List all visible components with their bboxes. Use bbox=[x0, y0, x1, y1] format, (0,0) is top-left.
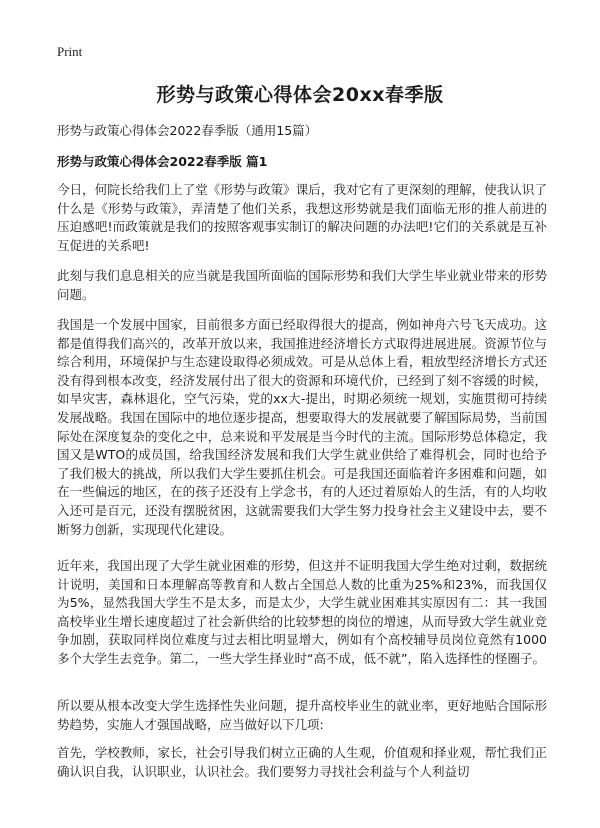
paragraph-4: 近年来，我国出现了大学生就业困难的形势，但这并不证明我国大学生绝对过剩，数据统计说明，美国和日本理解高等教育和人数占全国总人数的比重为25%和23%，而我国仅为5%，显然我国大学生不是太多，而是太少，大学生就业困难其实原因有二：其一我国高校毕业生增长速度超过了社会新供给的比较梦想的岗位的增速，从而导致大学生就业竞争加剧，获取同样岗位难度与过去相比明显增大，例如有个高校辅导员岗位竟然有1000多个大学生去竞争。第二，一些大学生择业时“高不成，低不就”，陷入选择性的怪圈子。 bbox=[57, 558, 547, 666]
paragraph-2: 此刻与我们息息相关的应当就是我国所面临的国际形势和我们大学生毕业就业带来的形势问题。 bbox=[57, 268, 547, 302]
document-title: 形势与政策心得体会20xx春季版 bbox=[156, 84, 444, 106]
paragraph-5: 所以要从根本改变大学生选择性失业问题，提升高校毕业生的就业率，更好地贴合国际形势趋势，实施人才强国战略，应当做好以下几项: bbox=[57, 698, 547, 732]
paragraph-3: 我国是一个发展中国家，目前很多方面已经取得很大的提高，例如神舟六号飞天成功。这都是值得我们高兴的，改革开放以来，我国推进经济增长方式取得进展进展。资源节位与综合利用，环境保护与生态建设取得必须成效。可是从总体上看，粗放型经济增长方式还没有得到根本改变，经济发展付出了很大的资源和环境代价，已经到了刻不容缓的时候，如旱灾害，森林退化，空气污染，党的xx大-提出，时期必须统一规划，实施贯彻可持续发展战略。我国在国际中的地位逐步提高，想要取得大的发展就要了解国际局势，当前国际处在深度复杂的变化之中，总来说和平发展是当今时代的主流。国际形势总体稳定，我国又是WTO的成员国，给我国经济发展和我们大学生就业供给了难得机会，同时也给予了我们极大的挑战，所以我们大学生要抓住机会。可是我国还面临着许多困难和问题，如在一些偏远的地区，在的孩子还没有上学念书，有的人还过着原始人的生活，有的人均收入还可是百元，还没有摆脱贫困，这就需要我们大学生努力投身社会主义建设中去，要不断努力创新，实现现代化建设。 bbox=[57, 317, 547, 537]
document-subtitle: 形势与政策心得体会2022春季版（通用15篇） bbox=[57, 123, 318, 138]
print-link[interactable]: Print bbox=[57, 44, 83, 59]
section-heading: 形势与政策心得体会2022春季版 篇1 bbox=[57, 154, 268, 169]
paragraph-6: 首先，学校教师，家长，社会引导我们树立正确的人生观，价值观和择业观，帮忙我们正确认识自我，认识职业，认识社会。我们要努力寻找社会利益与个人利益切 bbox=[57, 745, 547, 779]
paragraph-1: 今日，何院长给我们上了堂《形势与政策》课后，我对它有了更深刻的理解，使我认识了什么是《形势与政策》，弄清楚了他们关系，我想这形势就是我们面临无形的推人前进的压迫感吧!而政策就是我们的按照客观事实制订的解决问题的办法吧!它们的关系就是互补互促进的关系吧! bbox=[57, 182, 547, 253]
